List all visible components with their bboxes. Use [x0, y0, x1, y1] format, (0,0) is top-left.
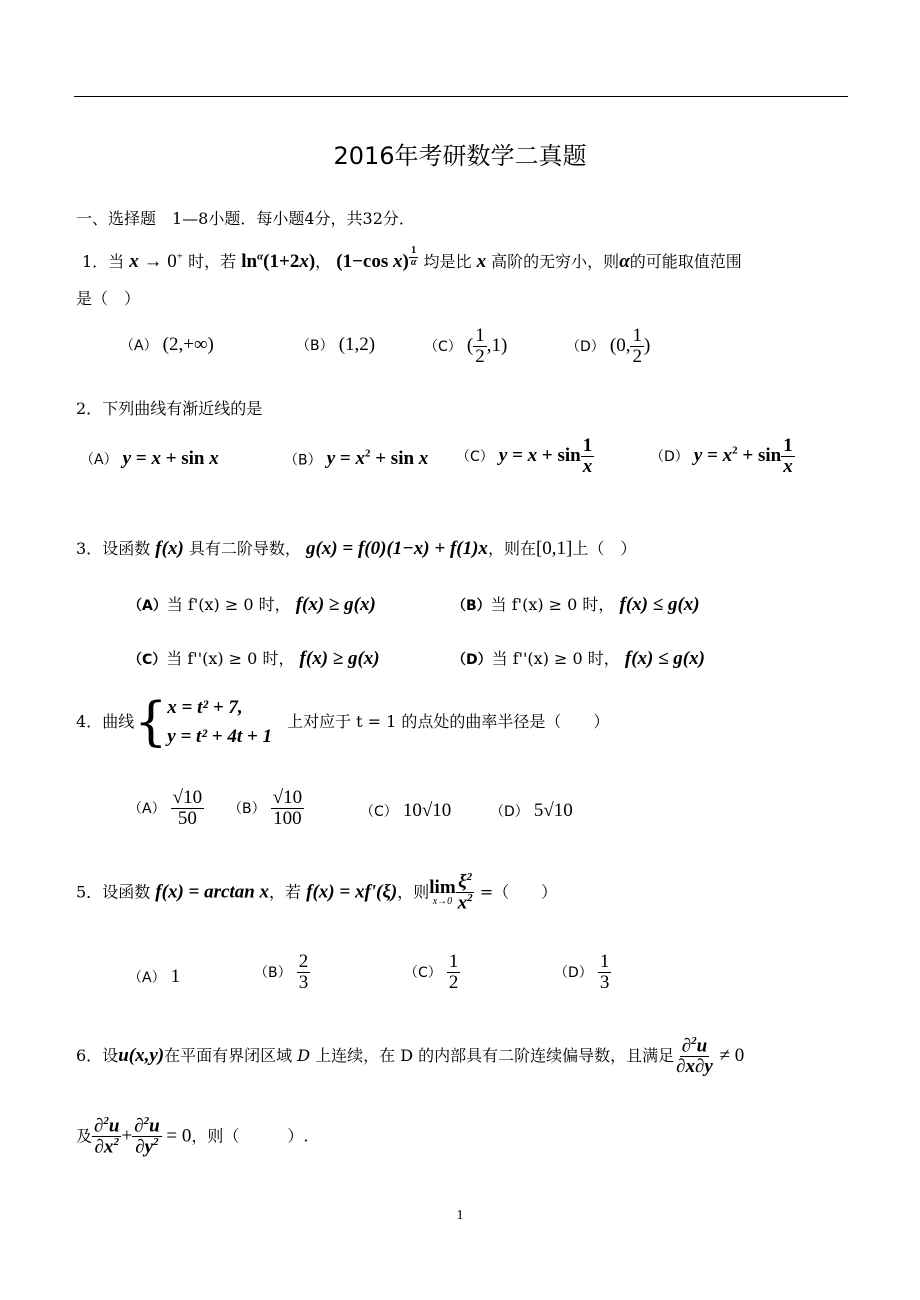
option-label: （B）	[296, 338, 334, 354]
math-fx: f(x)	[155, 538, 184, 559]
option-label: （C）	[360, 804, 398, 820]
q4-option-b	[228, 788, 304, 829]
option-label: （C）	[404, 964, 442, 981]
option-label: （D）	[490, 804, 529, 820]
q1-option-c	[424, 326, 507, 367]
option-label: （B）	[284, 452, 322, 469]
question-6-line-1	[76, 1036, 744, 1077]
option-value: f(x) ≥ g(x)	[299, 648, 380, 669]
option-label: （D）	[452, 652, 492, 668]
option-label: （C）	[424, 338, 462, 355]
question-1-line-1	[82, 246, 742, 273]
text: 高阶的无穷小，则	[491, 251, 620, 271]
text: 及	[76, 1126, 93, 1146]
q2-option-a	[80, 448, 219, 470]
math: = 0	[161, 1125, 192, 1147]
option-value: f(x) ≤ g(x)	[619, 594, 700, 615]
q4-option-a	[128, 788, 204, 829]
text: 设函数	[102, 539, 151, 558]
system-eq-y: y = t² + 4t + 1	[167, 725, 272, 747]
page-number: 1	[456, 1208, 464, 1223]
text: 时，若	[188, 251, 237, 271]
text: 在平面有界闭区域	[164, 1046, 293, 1066]
text: 具有二阶导数，	[188, 539, 301, 558]
q5-option-d	[554, 952, 611, 993]
question-2-text	[76, 396, 262, 419]
text: 上连续，在 D 的内部具有二阶连续偏导数，且满足	[315, 1046, 675, 1066]
option-value: $\frac{2}{3}$	[298, 951, 309, 993]
text: 下列曲线有渐近线的是	[102, 399, 263, 418]
q1-option-a	[120, 334, 214, 356]
option-label: （A）	[120, 338, 158, 354]
text: ，则	[397, 882, 430, 902]
question-4-text	[76, 694, 609, 751]
question-number: 2．	[76, 399, 103, 418]
q2-option-c	[456, 436, 594, 477]
option-label: （C）	[456, 448, 494, 465]
math-d: D	[297, 1046, 311, 1066]
option-label: （B）	[228, 800, 266, 817]
math-gx: g(x) = f(0)(1−x) + f(1)x	[305, 538, 488, 559]
q1-option-b	[296, 334, 375, 356]
option-value: $\frac{√10}{50}$	[172, 787, 203, 829]
question-number: 6．	[76, 1046, 103, 1066]
option-value: 5√10	[533, 800, 573, 821]
math-alpha: α	[619, 250, 630, 272]
math-mixed-partial: $\frac{\partial^2u}{\partial x\partial y}$	[676, 1035, 713, 1078]
text: 均是比	[423, 251, 472, 271]
option-label: （B）	[452, 598, 491, 614]
option-condition: 当 f'(x) ≥ 0 时，	[490, 595, 615, 614]
option-condition: 当 f'(x) ≥ 0 时，	[166, 595, 291, 614]
text: ，则在	[487, 539, 536, 558]
document-title: 2016年考研数学二真题	[333, 142, 587, 170]
q5-option-c	[404, 952, 460, 993]
option-value: y = x + sin x	[122, 448, 219, 469]
option-condition: 当 f''(x) ≥ 0 时，	[491, 649, 620, 668]
option-label: （A）	[80, 452, 118, 468]
question-6-line-2	[76, 1116, 308, 1158]
option-label: （A）	[128, 970, 166, 986]
option-value: $\frac{√10}{100}$	[272, 787, 303, 829]
option-label: （C）	[128, 652, 167, 668]
q4-option-d	[490, 800, 573, 822]
option-label: （B）	[254, 964, 292, 981]
option-condition: 当 f''(x) ≥ 0 时，	[166, 649, 295, 668]
option-label: （A）	[128, 598, 167, 614]
option-value: $y = x^2 + \sin$ $\frac{1}{x}$	[693, 435, 793, 477]
text: 设函数	[102, 882, 151, 902]
q1-option-d	[566, 326, 650, 367]
text: 上对应于 t = 1 的点处的曲率半径是（ ）	[287, 712, 610, 731]
math-limit: lim x→0	[429, 877, 456, 908]
header-rule	[74, 96, 848, 97]
text: ，则（ ）.	[191, 1126, 309, 1146]
math-x: x	[476, 250, 487, 272]
option-value: (2,+∞)	[162, 334, 214, 355]
text: =（ ）	[479, 882, 558, 902]
option-value: $\frac{1}{3}$	[599, 951, 610, 993]
option-value: $y = x^2 + \sin x$	[326, 448, 429, 470]
math-partial-xx: $\frac{\partial^2u}{\partial x^2}$	[94, 1115, 120, 1158]
q2-option-d	[650, 436, 795, 477]
text: 上（ ）	[572, 539, 637, 558]
q5-option-b	[254, 952, 310, 993]
q3-option-d	[452, 646, 705, 670]
math-ln: $\ln^\alpha(1+2x)$	[241, 250, 316, 272]
option-label: （D）	[650, 448, 689, 465]
option-label: （A）	[128, 800, 166, 817]
math: +	[121, 1125, 133, 1147]
option-value: f(x) ≥ g(x)	[295, 594, 376, 615]
q3-option-b	[452, 592, 700, 616]
question-number: 1．	[82, 251, 109, 271]
q3-option-a	[128, 592, 376, 616]
question-number: 4．	[76, 712, 103, 731]
option-label: （D）	[566, 338, 605, 355]
question-5-text	[76, 872, 557, 914]
math-limit: x	[129, 250, 139, 272]
text: 设	[102, 1046, 119, 1066]
text: ，	[315, 251, 332, 271]
question-3-text	[76, 536, 636, 560]
parametric-system	[167, 694, 272, 751]
option-value: 10√10	[402, 800, 452, 821]
math-f-def: f(x) = arctan x	[155, 881, 270, 903]
question-number: 5．	[76, 882, 103, 902]
math-cos: (1−cos x) $^{\frac{1}{\alpha}}$	[336, 245, 417, 272]
option-value: (0, $\frac{1}{2}$ )	[609, 325, 651, 367]
option-value: ( $\frac{1}{2}$ ,1)	[466, 325, 508, 367]
brace: {	[134, 692, 168, 753]
option-value: (1,2)	[338, 334, 376, 355]
question-1-line-2: 是（ ）	[76, 289, 141, 308]
math-fraction: $\frac{\xi^2}{x^2}$	[457, 871, 473, 914]
system-eq-x: x = t² + 7,	[167, 697, 243, 718]
math: → 0+	[138, 250, 184, 272]
math-mvt: f(x) = xf'(ξ)	[306, 881, 398, 903]
option-label: （D）	[554, 964, 593, 981]
option-value: $\frac{1}{2}$	[448, 951, 459, 993]
option-value: 1	[170, 966, 181, 987]
option-value: y = x + sin $\frac{1}{x}$	[498, 435, 593, 477]
math-partial-yy: $\frac{\partial^2u}{\partial y^2}$	[134, 1115, 160, 1158]
text: 曲线	[102, 712, 135, 731]
option-value: f(x) ≤ g(x)	[624, 648, 705, 669]
q5-option-a	[128, 966, 180, 988]
text: ，若	[269, 882, 302, 902]
math: ≠ 0	[714, 1045, 745, 1067]
text: 的可能取值范围	[629, 251, 742, 271]
question-number: 3．	[76, 539, 103, 558]
q3-option-c	[128, 646, 380, 670]
math-u: u(x,y)	[118, 1045, 165, 1067]
math-interval: [0,1]	[535, 538, 573, 559]
q2-option-b	[284, 448, 428, 470]
q4-option-c	[360, 800, 451, 822]
section-header: 一、选择题 1—8小题．每小题4分，共32分．	[76, 209, 415, 228]
text: 当	[108, 251, 125, 271]
